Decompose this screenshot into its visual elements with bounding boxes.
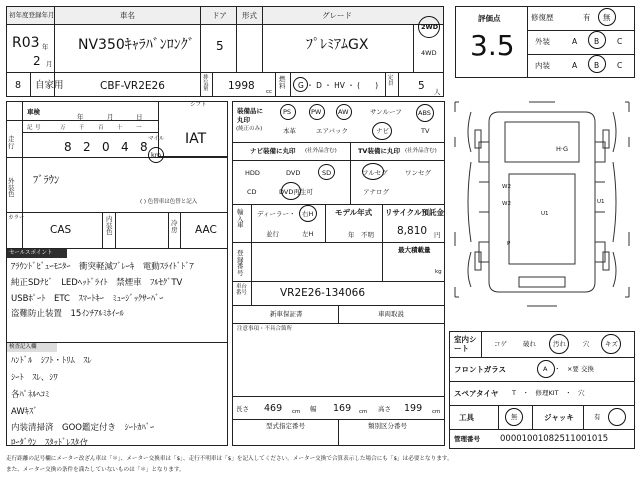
reg-month-unit: 月 — [46, 60, 53, 68]
width-cm: cm — [359, 409, 368, 415]
car-name-value: NV350ｷｬﾗﾊﾞﾝﾛﾝｸﾞ — [78, 37, 195, 53]
equipment-label-1: 装備品に — [237, 107, 263, 115]
import-right-hand: 右H — [302, 210, 314, 218]
spare-label: スペアタイヤ — [454, 389, 499, 398]
tv-fullseg: フルセグ — [362, 169, 388, 177]
inspector-label: 検査記入欄 — [9, 344, 37, 350]
mileage-unit-0: 記 — [27, 125, 33, 131]
reg-year-unit: 年 — [42, 43, 49, 51]
inspection-label: 車検 — [27, 108, 40, 116]
equip-leather: 本革 — [283, 127, 296, 135]
seat-hole: 穴 — [583, 340, 590, 348]
diagram-label-u1-center: U1 — [541, 211, 549, 217]
door-label: ドア — [212, 11, 227, 20]
shift-label: シフト — [190, 102, 207, 108]
capacity-value: 5 — [418, 80, 425, 92]
new-warranty: 新車保証書 — [270, 310, 303, 318]
interior-c: C — [617, 61, 623, 70]
score-value: 3.5 — [470, 29, 515, 62]
color-value: ﾌﾞﾗｳﾝ — [33, 174, 60, 186]
equip-pw: PW — [311, 108, 322, 116]
jack-label: ジャッキ — [544, 413, 574, 422]
interior-b: B — [594, 61, 600, 70]
repair-yes: 有 — [583, 13, 591, 22]
vehicle-manual: 車両取説 — [378, 310, 404, 318]
length-label: 長さ — [236, 405, 249, 413]
height-label: 高さ — [378, 405, 391, 413]
number-value: 8 — [15, 80, 22, 91]
reg-year-label: 初年度登録年月 — [9, 11, 55, 19]
spare-options: T ・ 修理KIT ・ 穴 — [512, 389, 585, 397]
height-cm: cm — [432, 409, 441, 415]
length-cm: cm — [292, 409, 301, 415]
tv-header-note: (社外品含む) — [405, 148, 437, 154]
chassis-label: 車台番号 — [236, 284, 248, 296]
import-left-hand: 左H — [302, 230, 314, 238]
diagram-label-p: P — [507, 241, 511, 247]
seat-label: 室内シート — [454, 335, 477, 353]
model-year-value: 年 不明 — [348, 231, 374, 239]
cc-unit: cc — [266, 89, 273, 95]
length-value: 469 — [264, 403, 283, 414]
inspector-line-1: ﾊﾝﾄﾞﾙ ｼﾌﾄ・ﾄﾘﾑ ｽﾚ — [11, 356, 92, 366]
nav-cd: CD — [247, 188, 257, 196]
grade-label: グレード — [322, 11, 352, 20]
nav-dvd: DVD — [286, 169, 301, 177]
model-code: CBF-VR2E26 — [100, 80, 165, 92]
reg-number-label: 登録番号 — [237, 249, 244, 277]
max-load-kg: kg — [435, 269, 442, 275]
class-label: 類別区分番号 — [368, 422, 407, 430]
glass-label: フロントガラス — [454, 365, 507, 374]
equip-abs: ABS — [418, 109, 431, 117]
equipment-label-3: (純正のみ) — [236, 126, 263, 132]
capacity-label: 定員 — [388, 75, 394, 87]
diagram-label-u1-right: U1 — [597, 199, 605, 205]
fuel-options: G ・ D ・ HV ・ ( ) — [298, 81, 379, 90]
jack-circle — [608, 408, 626, 426]
recycle-label: リサイクル預託金 — [385, 208, 444, 217]
mileage-label: 走行 — [8, 135, 15, 150]
mileage-digit-1: 2 — [83, 140, 91, 154]
mileage-unit-6: 一 — [136, 125, 142, 131]
equip-sunroof: サンルーフ — [370, 108, 402, 116]
door-value: 5 — [216, 39, 224, 53]
type-spec-label: 型式指定番号 — [266, 422, 305, 430]
drive-2wd: 2WD — [421, 23, 439, 31]
color-label: 外装色 — [8, 177, 15, 198]
equipment-label-2: 丸印 — [237, 116, 250, 124]
mileage-unit-3: 千 — [79, 125, 85, 131]
model-year-label: モデル年式 — [335, 208, 373, 217]
diagram-label-w2-left: W2 — [502, 184, 511, 190]
capacity-unit: 人 — [434, 88, 441, 96]
seat-scratch: キズ — [605, 340, 618, 348]
color-note: ( ) 色替車は色替と記入 — [140, 199, 198, 205]
ac-value: AAC — [195, 224, 217, 236]
sales-line-1: ｱﾗｳﾝﾄﾞﾋﾞｭｰﾓﾆﾀｰ 衝突軽減ﾌﾞﾚｰｷ 電動ｽﾗｲﾄﾞﾄﾞｱ — [11, 262, 194, 272]
import-parallel: 並行 — [266, 230, 279, 238]
sales-line-4: 盗難防止装置 15ｲﾝﾁｱﾙﾐﾎｲｰﾙ — [11, 309, 124, 319]
sales-line-3: USBﾎﾟｰﾄ ETC ｽﾏｰﾄｷｰ ﾐｭｰｼﾞｯｸｻｰﾊﾞｰ — [11, 294, 164, 304]
width-value: 169 — [333, 403, 352, 414]
nav-hdd: HDD — [245, 169, 260, 177]
manage-label: 管理番号 — [454, 435, 480, 443]
color-code-label: カラー — [8, 215, 25, 221]
inspector-line-5: 内装清掃済 GOO鑑定付き ｼｰﾄｶﾊﾞｰ — [11, 423, 155, 433]
repair-label: 修復歴 — [531, 13, 554, 22]
reg-month-value: 2 — [33, 54, 41, 68]
inspector-line-4: AWｷｽﾞ — [11, 407, 38, 417]
repair-no: 無 — [603, 13, 611, 22]
chassis-value: VR2E26-134066 — [280, 287, 366, 299]
seat-tear: 破れ — [523, 340, 536, 348]
mileage-unit-1: 号 — [35, 125, 41, 131]
diagram-label-w2-bottom: W2 — [502, 201, 511, 207]
footer-line-1: 走行距離の記号欄にメーター改ざん車は「＊」、メーター交換車は「$」、走行不明車は「$」を記入してください。メーター交換で合算表示した場合にも「$」は必要となります。 — [6, 456, 453, 462]
sales-label: セールスポイント — [9, 250, 53, 256]
exterior-b: B — [594, 37, 600, 46]
mileage-digit-3: 4 — [121, 140, 129, 154]
nav-header-note: (社外品含む) — [305, 148, 337, 154]
reg-year-value: R03 — [12, 35, 40, 51]
tv-header: TV装備に丸印 — [358, 147, 400, 155]
displacement-value: 1998 — [228, 80, 255, 92]
nav-header: ナビ装備に丸印 — [250, 147, 296, 155]
recycle-value: 8,810 — [397, 225, 428, 237]
mileage-unit-5: 十 — [117, 125, 123, 131]
mileage-digit-4: 8 — [140, 140, 148, 154]
notes-label: 注意事項・不具合箇所 — [237, 326, 293, 332]
mileage-digit-2: 0 — [102, 140, 110, 154]
inspection-year: 年 — [77, 113, 84, 121]
inspector-line-3: 各ﾊﾟﾈﾙﾍｺﾐ — [11, 390, 50, 400]
equip-ps: PS — [283, 108, 292, 116]
use-value: 自家用 — [35, 80, 64, 91]
interior-label: 内装 — [535, 61, 550, 70]
fuel-label: 燃料 — [279, 75, 286, 90]
ac-label: 冷房 — [171, 219, 178, 234]
interior-color-label: 内装色 — [106, 215, 113, 236]
mileage-mile: マイル — [148, 136, 165, 142]
nav-sd: SD — [322, 169, 332, 177]
import-dealer: ディーラー・ — [257, 210, 296, 218]
exterior-label: 外装 — [535, 37, 550, 46]
score-label: 評価点 — [478, 14, 501, 23]
displacement-label: 排気量 — [203, 75, 209, 92]
model-label: 形式 — [242, 11, 257, 20]
equip-aw: AW — [338, 108, 349, 116]
manage-value: 00001001082511001015 — [500, 434, 609, 444]
sales-line-2: 純正SDﾅﾋﾞ LEDﾍｯﾄﾞﾗｲﾄ 禁煙車 ﾌﾙｾｸﾞTV — [11, 278, 183, 288]
tv-oneseg: ワンセグ — [405, 169, 431, 177]
inspector-line-2: ｼｰﾄ ｽﾚ、ｼﾜ — [11, 373, 58, 383]
shift-value: IAT — [185, 131, 207, 147]
mileage-unit-2: 万 — [60, 125, 66, 131]
seat-stain: 汚れ — [553, 340, 566, 348]
tools-value: 無 — [511, 413, 518, 421]
exterior-a: A — [572, 37, 578, 46]
interior-a: A — [572, 61, 578, 70]
mileage-unit-4: 百 — [98, 125, 104, 131]
footer-line-2: また、メーター交換の条件を満たしていないものは「＊」となります。 — [6, 467, 185, 473]
inspection-day: 日 — [136, 113, 143, 121]
color-code-value: CAS — [50, 224, 72, 236]
car-diagram — [449, 82, 635, 322]
diagram-label-hg: H·G — [556, 145, 568, 153]
mileage-km: km — [151, 151, 162, 159]
drive-4wd: 4WD — [421, 49, 437, 57]
equip-tv: TV — [421, 127, 430, 135]
mileage-digit-0: 8 — [64, 140, 72, 154]
exterior-c: C — [617, 37, 623, 46]
recycle-yen: 円 — [434, 231, 441, 239]
left-table-right-part — [158, 101, 228, 157]
seat-burn: コゲ — [494, 340, 507, 348]
glass-options: A ・ ×要 交換 — [543, 365, 594, 373]
height-value: 199 — [404, 403, 423, 414]
inspection-month: 月 — [107, 113, 114, 121]
inspector-line-6: ﾛｰﾀﾞｳﾝ ｽﾀｯﾄﾞﾚｽﾀｲﾔ — [11, 438, 88, 448]
import-label: 輸入車 — [237, 208, 244, 229]
header-row-line — [6, 24, 444, 25]
nav-dvd-play: DVD再生可 — [279, 188, 313, 196]
width-label: 幅 — [310, 405, 317, 413]
grade-value: ﾌﾟﾚﾐｱﾑGX — [306, 37, 369, 53]
max-load-label: 最大積載量 — [398, 246, 431, 254]
equip-navi: ナビ — [376, 127, 389, 135]
car-name-label: 車名 — [120, 11, 135, 20]
tools-label: 工具 — [459, 413, 474, 422]
tv-analog: アナログ — [363, 188, 389, 196]
jack-value: 有 — [594, 413, 601, 421]
equip-airbag: エアバック — [316, 127, 348, 135]
